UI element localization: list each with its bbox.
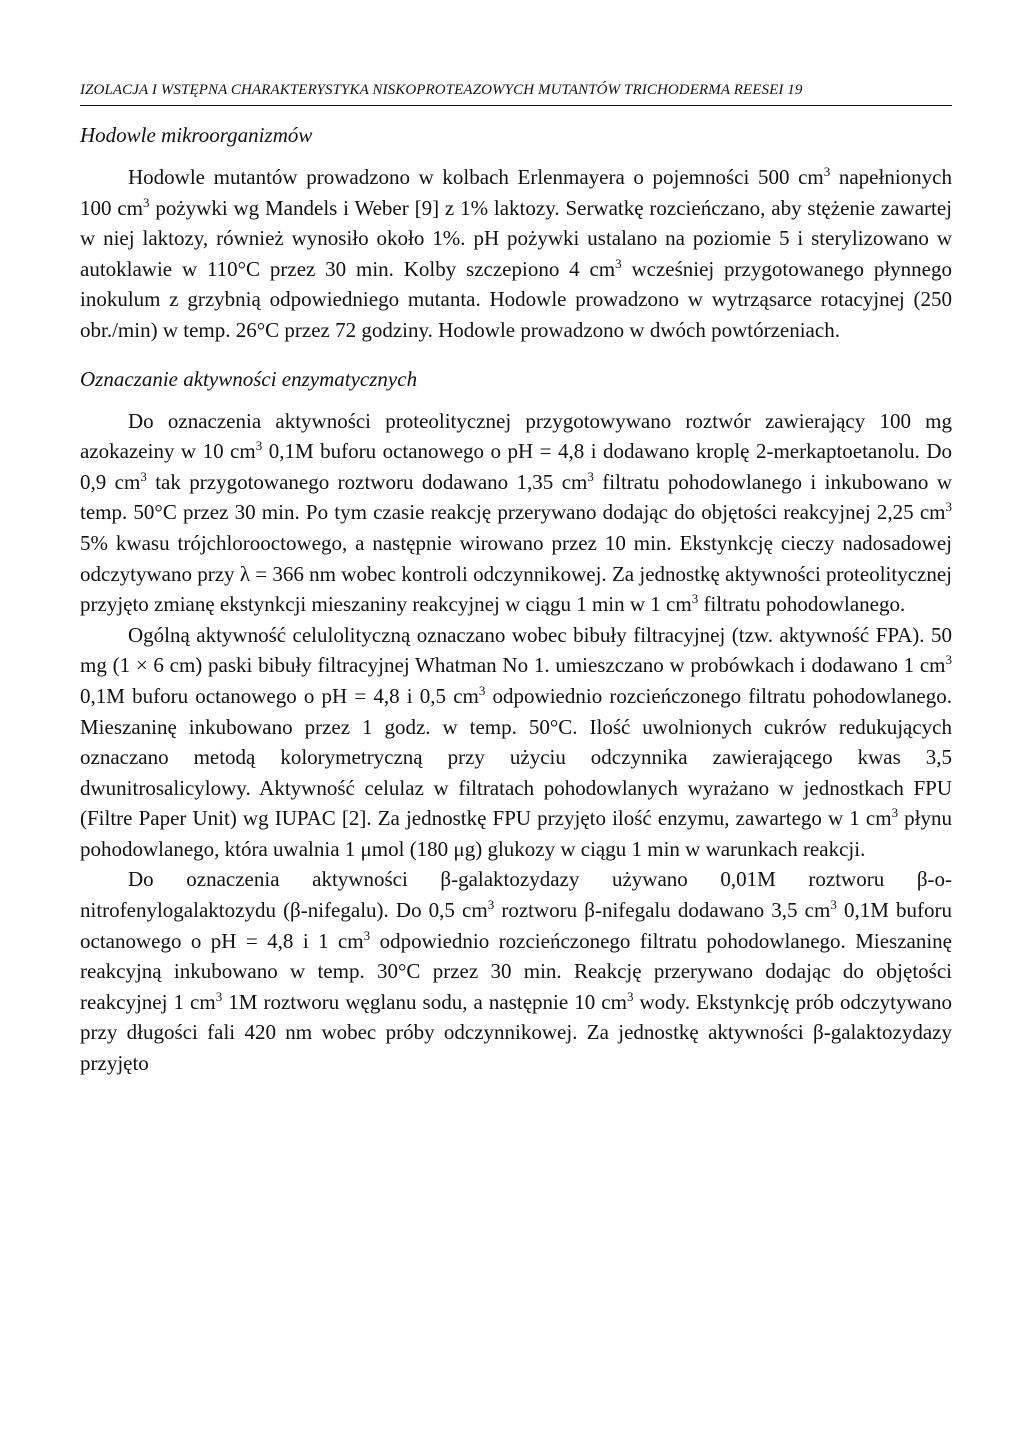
paragraph-cellulolytic: Ogólną aktywność celulolityczną oznaczano wobec bibuły filtracyjnej (tzw. aktywność FPA). 50 mg (1 × 6 cm) paski bibuły filtracyjnej Whatman No 1. umieszczano w probówkach i dodawano 1 $cm^3$ 0,1M buforu octanowego o pH = 4,8 i 0,5 $cm^3$ odpowiednio rozcieńczonego filtratu pohodowlanego. Mieszaninę inkubowano przez 1 godz. w temp. 50°C. Ilość uwolnionych cukrów redukujących oznaczano metodą kolorymetryczną przy użyciu odczynnika zawierającego kwas 3,5 dwunitrosalicylowy. Aktywność celulaz w filtratach pohodowlanych wyrażano w jednostkach FPU (Filtre Paper Unit) wg IUPAC [2]. Za jednostkę FPU przyjęto ilość enzymu, zawartego w 1 $cm^3$ płynu pohodowlanego, która uwalnia 1 μmol (180 μg) glukozy w ciągu 1 min w warunkach reakcji. <box>80 622 952 861</box>
paragraph-galactosidase: Do oznaczenia aktywności β-galaktozydazy używano 0,01M roztworu β-o-nitrofenylogalaktozydu (β-nifegalu). Do 0,5 $cm^3$ roztworu β-nifegalu dodawano 3,5 $cm^3$ 0,1M buforu octanowego o pH = 4,8 i 1 $cm^3$ odpowiednio rozcieńczonego filtratu pohodowlanego. Mieszaninę reakcyjną inkubowano w temp. 30°C przez 30 min. Reakcję przerywano dodając do objętości reakcyjnej 1 $cm^3$ 1M roztworu węglanu sodu, a następnie 10 $cm^3$ wody. Ekstynkcję prób odczytywano przy długości fali 420 nm wobec próby odczynnikowej. Za jednostkę aktywności β-galaktozydazy przyjęto <box>80 867 952 1076</box>
paragraph-cultures: Hodowle mutantów prowadzono w kolbach Erlenmayera o pojemności 500 $cm^3$ napełnionych 100 $cm^3$ pożywki wg Mandels i Weber [9] z 1% laktozy. Serwatkę rozcieńczano, aby stężenie zawartej w niej laktozy, również wynosiło około 1%. pH pożywki ustalano na poziomie 5 i sterylizowano w autoklawie w 110°C przez 30 min. Kolby szczepiono 4 $cm^3$ wcześniej przygotowanego płynnego inokulum z grzybnią odpowiedniego mutanta. Hodowle prowadzono w wytrząsarce rotacyjnej (250 obr./min) w temp. 26°C przez 72 godziny. Hodowle prowadzono w dwóch powtórzeniach. <box>80 164 952 342</box>
section-title-enzymes: Oznaczanie aktywności enzymatycznych <box>80 366 418 391</box>
page <box>80 82 952 1079</box>
running-head: IZOLACJA I WSTĘPNA CHARAKTERYSTYKA NISKOPROTEAZOWYCH MUTANTÓW TRICHODERMA REESEI 19 <box>80 82 952 106</box>
section-title-cultures: Hodowle mikroorganizmów <box>80 123 313 147</box>
paragraph-proteolytic: Do oznaczenia aktywności proteolitycznej przygotowywano roztwór zawierający 100 mg azokazeiny w 10 $cm^3$ 0,1M buforu octanowego o pH = 4,8 i dodawano kroplę 2-merkaptoetanolu. Do 0,9 $cm^3$ tak przygotowanego roztworu dodawano 1,35 $cm^3$ filtratu pohodowlanego i inkubowano w temp. 50°C przez 30 min. Po tym czasie reakcję przerywano dodając do objętości reakcyjnej 2,25 $cm^3$ 5% kwasu trójchlorooctowego, a następnie wirowano przez 10 min. Ekstynkcję cieczy nadosadowej odczytywano przy λ = 366 nm wobec kontroli odczynnikowej. Za jednostkę aktywności proteolitycznej przyjęto zmianę ekstynkcji mieszaniny reakcyjnej w ciągu 1 min w 1 $cm^3$ filtratu pohodowlanego. <box>80 408 953 617</box>
